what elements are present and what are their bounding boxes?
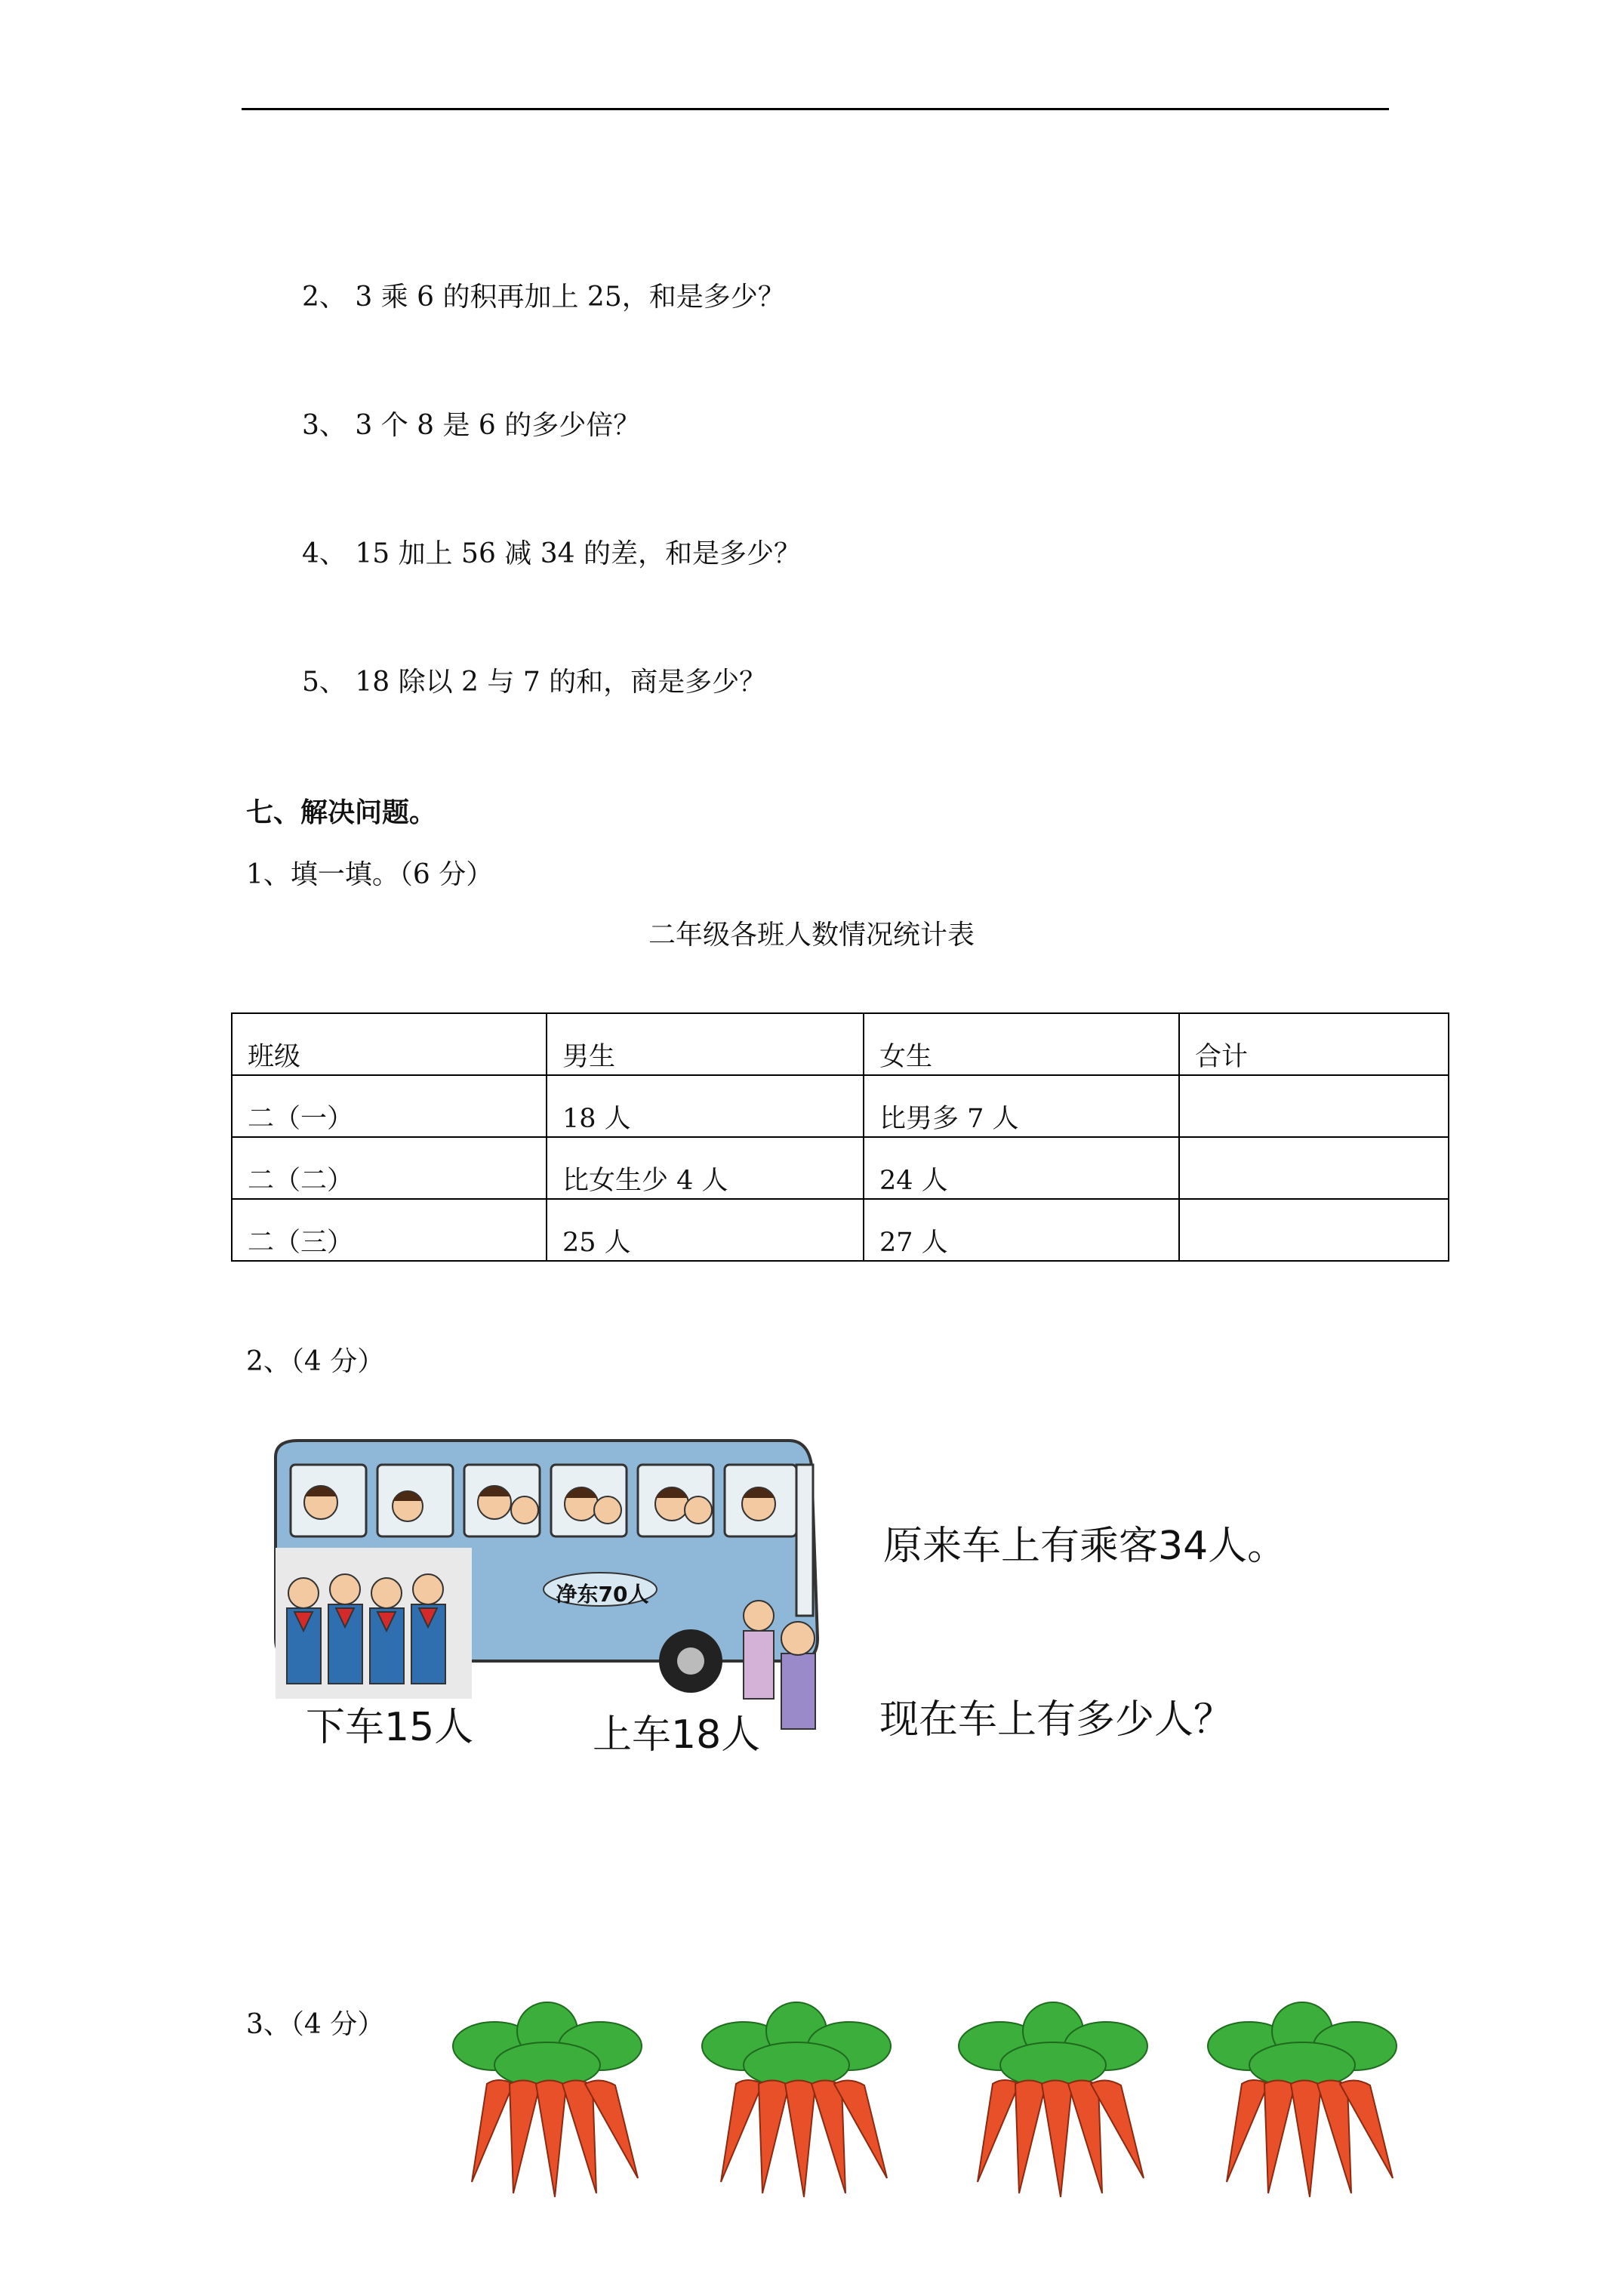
table-cell: 25 人	[547, 1199, 864, 1261]
carrot-illustration	[442, 2001, 1400, 2205]
get-off-label: 下车15人	[306, 1705, 474, 1750]
table-header-row	[232, 1013, 1449, 1075]
question-2: 2、 3 乘 6 的积再加上 25，和是多少？	[302, 282, 785, 313]
question-3: 3、 3 个 8 是 6 的多少倍？	[302, 410, 641, 441]
table-cell: 二（二）	[232, 1137, 547, 1199]
carrot-bunch-4	[1208, 2002, 1397, 2197]
table-row	[232, 1075, 1449, 1137]
carrot-bunch-2	[702, 2002, 891, 2197]
table-row	[232, 1199, 1449, 1261]
problem-2-label: 2、（4 分）	[246, 1346, 385, 1377]
table-cell-total	[1179, 1199, 1449, 1261]
header-rule	[242, 108, 1389, 110]
header-class: 班级	[232, 1013, 547, 1075]
table-cell: 比女生少 4 人	[547, 1137, 864, 1199]
statistics-table	[231, 1012, 1449, 1262]
question-4: 4、 15 加上 56 减 34 的差，和是多少？	[302, 538, 801, 569]
problem-1-label: 1、填一填。（6 分）	[246, 859, 494, 890]
table-cell: 18 人	[547, 1075, 864, 1137]
bus-question: 现在车上有多少人？	[879, 1697, 1233, 1743]
table-title: 二年级各班人数情况统计表	[648, 920, 975, 951]
table-cell: 二（一）	[232, 1075, 547, 1137]
header-boys: 男生	[547, 1013, 864, 1075]
table-cell-total	[1179, 1075, 1449, 1137]
carrot-bunch-3	[959, 2002, 1147, 2197]
section-7-heading: 七、解决问题。	[246, 797, 437, 828]
bus-sign: 净东70人	[556, 1582, 649, 1607]
table-cell: 24 人	[864, 1137, 1179, 1199]
table-cell-total	[1179, 1137, 1449, 1199]
bus-statement: 原来车上有乘客34人。	[883, 1524, 1287, 1569]
table-row	[232, 1137, 1449, 1199]
problem-3-label: 3、（4 分）	[246, 2009, 385, 2040]
carrot-bunch-1	[453, 2002, 642, 2197]
table-cell: 27 人	[864, 1199, 1179, 1261]
table-cell: 二（三）	[232, 1199, 547, 1261]
header-total: 合计	[1179, 1013, 1449, 1075]
get-on-label: 上车18人	[593, 1712, 761, 1758]
header-girls: 女生	[864, 1013, 1179, 1075]
table-cell: 比男多 7 人	[864, 1075, 1179, 1137]
question-5: 5、 18 除以 2 与 7 的和，商是多少？	[302, 667, 767, 698]
